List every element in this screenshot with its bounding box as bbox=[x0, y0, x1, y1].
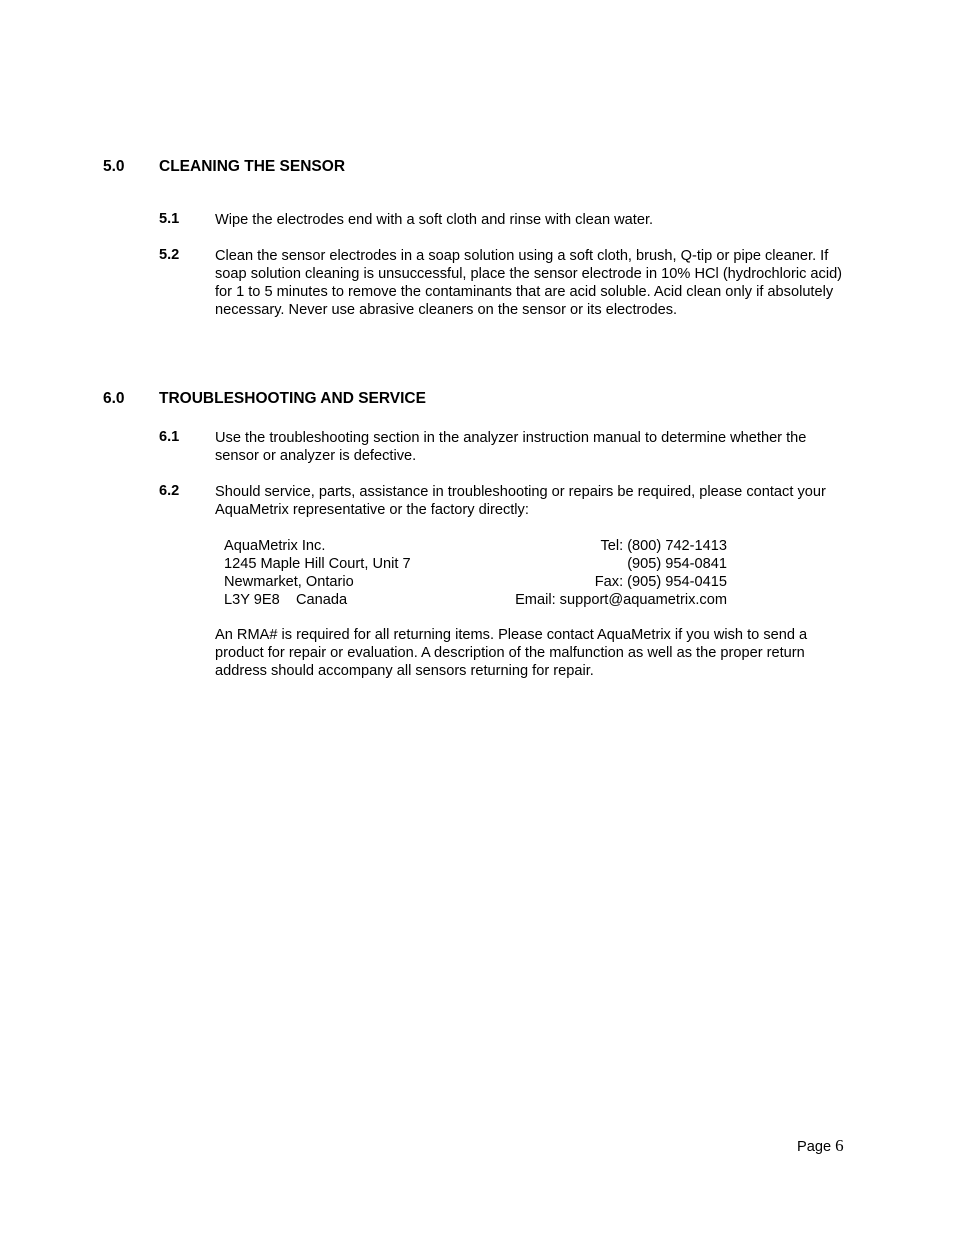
address-line: AquaMetrix Inc. bbox=[224, 538, 326, 554]
section-5-title: CLEANING THE SENSOR bbox=[159, 158, 346, 175]
item-5-1-number: 5.1 bbox=[159, 211, 180, 227]
section-5-number: 5.0 bbox=[103, 158, 125, 175]
address-row bbox=[224, 555, 727, 573]
item-5-2-text: Clean the sensor electrodes in a soap solution using a soft cloth, brush, Q-tip or pipe cleaner. If soap solution cleaning is unsuccessful, place the sensor electrode in 10% HCl (hydrochloric acid) for 1 to 5 minutes to remove the contaminants that are acid soluble. Acid clean only if absolutely necessary. Never use abrasive cleaners on the sensor or its electrodes. bbox=[215, 248, 843, 318]
page-footer bbox=[797, 1136, 844, 1156]
address-row bbox=[224, 573, 727, 591]
item-6-1-number: 6.1 bbox=[159, 429, 180, 445]
contact-fax: Fax: (905) 954-0415 bbox=[594, 574, 727, 590]
address-line: 1245 Maple Hill Court, Unit 7 bbox=[224, 556, 411, 572]
contact-phone: Tel: (800) 742-1413 bbox=[600, 538, 727, 554]
item-5-1-text: Wipe the electrodes end with a soft cloth and rinse with clean water. bbox=[215, 212, 654, 228]
rma-note: An RMA# is required for all returning items. Please contact AquaMetrix if you wish to send a product for repair or evaluation. A description of the malfunction as well as the proper return address should accompany all sensors returning for repair. bbox=[215, 627, 808, 679]
contact-email: Email: support@aquametrix.com bbox=[515, 592, 727, 608]
item-6-2-text: Should service, parts, assistance in troubleshooting or repairs be required, please contact your AquaMetrix representative or the factory directly: bbox=[215, 484, 826, 518]
address-row bbox=[224, 591, 727, 609]
address-row bbox=[224, 537, 727, 555]
section-6-title: TROUBLESHOOTING AND SERVICE bbox=[159, 390, 426, 407]
section-6-number: 6.0 bbox=[103, 390, 125, 407]
item-5-2-number: 5.2 bbox=[159, 247, 180, 263]
contact-phone: (905) 954-0841 bbox=[627, 556, 727, 572]
address-line: Newmarket, Ontario bbox=[224, 574, 354, 590]
item-6-2-number: 6.2 bbox=[159, 483, 180, 499]
address-line: L3Y 9E8 Canada bbox=[224, 592, 348, 608]
page-number: 6 bbox=[835, 1136, 844, 1155]
page-label: Page bbox=[797, 1139, 832, 1155]
item-6-1-text: Use the troubleshooting section in the analyzer instruction manual to determine whether the sensor or analyzer is defective. bbox=[215, 430, 807, 464]
